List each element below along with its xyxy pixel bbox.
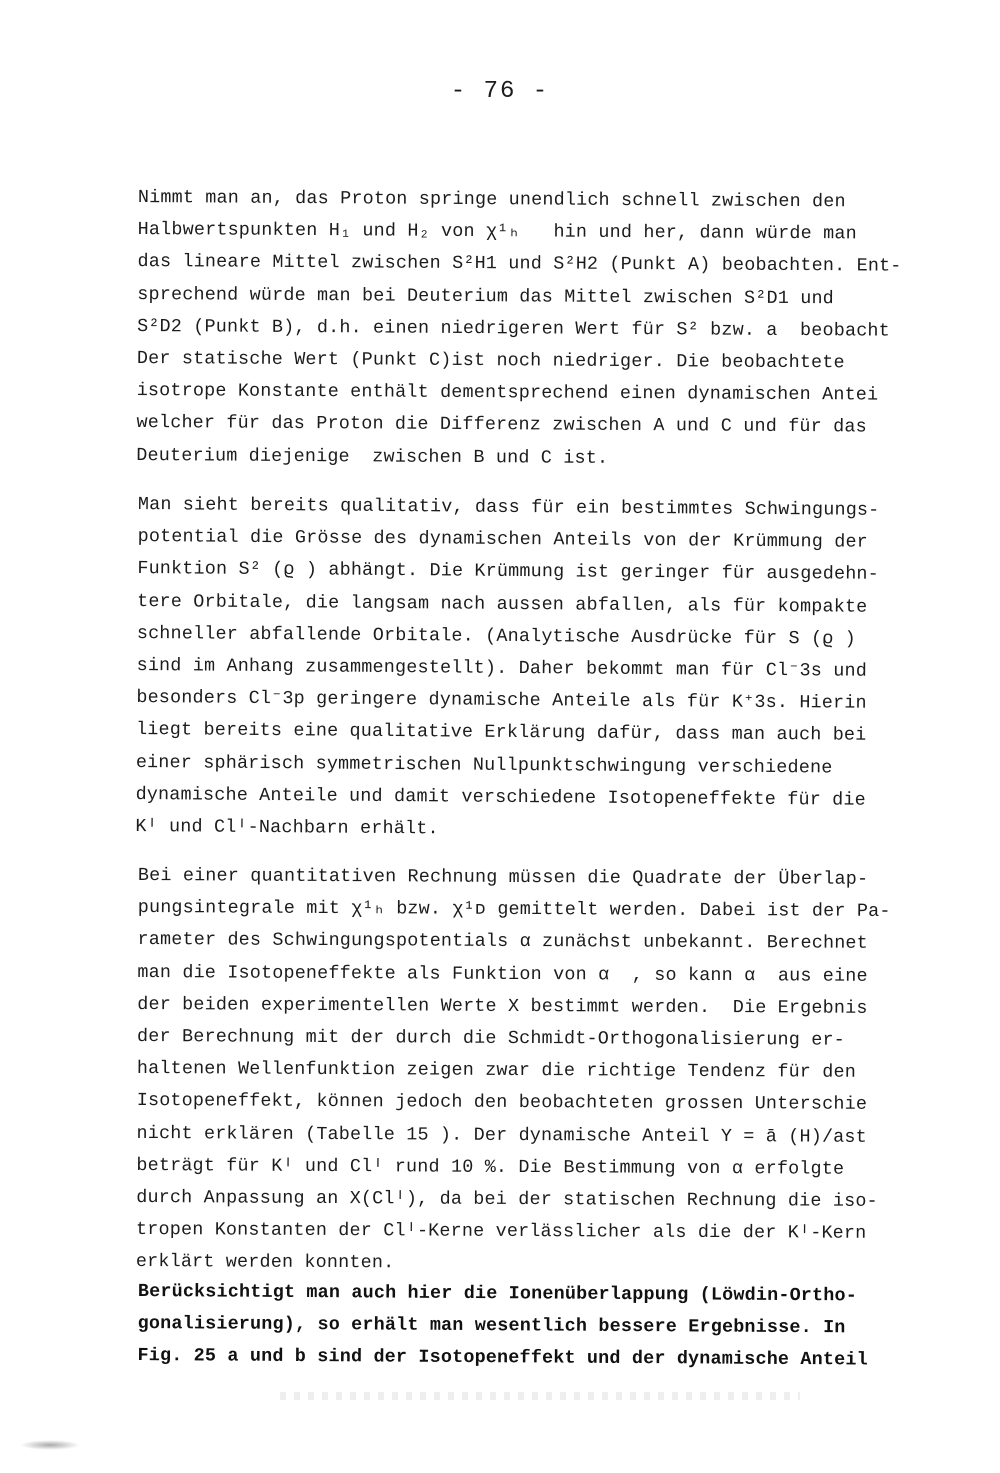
- text-line: beträgt für Kᴵ und Clᴵ rund 10 %. Die Bestimmung von α erfolgte: [136, 1154, 845, 1180]
- text-line: Bei einer quantitativen Rechnung müssen die Quadrate der Überlap-: [137, 864, 869, 890]
- text-line: sind im Anhang zusammengestellt). Daher bekommt man für Cl⁻3s und: [136, 655, 868, 682]
- text-line: Berücksichtigt man auch hier die Ionenüberlappung (Löwdin-Ortho-: [137, 1280, 858, 1307]
- text-line: der beiden experimentellen Werte X bestimmt werden. Die Ergebnis: [137, 993, 868, 1019]
- text-line: Nimmt man an, das Proton springe unendlich schnell zwischen den: [137, 186, 846, 213]
- text-line: tropen Konstanten der Clᴵ-Kerne verlässlicher als die der Kᴵ-Kern: [136, 1219, 867, 1245]
- text-line: besonders Cl⁻3p geringere dynamische Anteile als für K⁺3s. Hierin: [136, 687, 867, 714]
- text-line: sprechend würde man bei Deuterium das Mittel zwischen S²D1 und: [137, 283, 835, 309]
- text-line: welcher für das Proton die Differenz zwischen A und C und für das: [136, 412, 867, 438]
- text-line: Funktion S² (ϱ ) abhängt. Die Krümmung ist geringer für ausgedehn-: [137, 558, 880, 586]
- text-line: haltenen Wellenfunktion zeigen zwar die richtige Tendenz für den: [136, 1058, 857, 1083]
- text-line: pungsintegrale mit χ¹ₕ bzw. χ¹ᴅ gemittelt werden. Dabei ist der Pa-: [137, 897, 891, 923]
- text-line: liegt bereits eine qualitative Erklärung dafür, dass man auch bei: [136, 719, 867, 747]
- text-line: schneller abfallende Orbitale. (Analytische Ausdrücke für S (ϱ ): [136, 622, 857, 650]
- paragraph-4: [137, 1276, 988, 1378]
- text-line: S²D2 (Punkt B), d.h. einen niedrigeren Wert für S² bzw. a beobacht: [137, 315, 890, 342]
- text-line: rameter des Schwingungspotentials α zunächst unbekannt. Berechnet: [137, 929, 868, 955]
- text-line: potential die Grösse des dynamischen Anteils von der Krümmung der: [137, 526, 869, 553]
- scan-artifact: [280, 1392, 800, 1400]
- text-line: der Berechnung mit der durch die Schmidt-Orthogonalisierung er-: [137, 1026, 846, 1051]
- paragraph-2: [135, 489, 988, 850]
- text-line: dynamische Anteile und damit verschiedene Isotopeneffekte für die: [135, 783, 867, 811]
- text-line: gonalisierung), so erhält man wesentlich bessere Ergebnisse. In: [137, 1313, 846, 1339]
- text-line: tere Orbitale, die langsam nach aussen abfallen, als für kompakte: [137, 590, 868, 618]
- text-line: nicht erklären (Tabelle 15 ). Der dynamische Anteil Y = ā (H)/ast: [136, 1122, 867, 1148]
- paragraph-1: [136, 182, 988, 477]
- text-line: Halbwertspunkten H₁ und H₂ von χ¹ₕ hin und her, dann würde man: [137, 219, 857, 245]
- text-line: einer sphärisch symmetrischen Nullpunktschwingung verschiedene: [135, 751, 833, 779]
- text-line: Der statische Wert (Punkt C)ist noch niedriger. Die beobachtete: [136, 348, 845, 374]
- scan-artifact: [20, 1440, 80, 1450]
- paragraph-3: [136, 860, 988, 1283]
- text-line: Kᴵ und Clᴵ-Nachbarn erhält.: [135, 816, 439, 840]
- page-number: - 76 -: [450, 78, 550, 105]
- text-line: Man sieht bereits qualitativ, dass für ein bestimmtes Schwingungs-: [137, 493, 880, 521]
- text-line: Isotopeneffekt, können jedoch den beobachteten grossen Unterschie: [136, 1090, 868, 1116]
- text-line: durch Anpassung an X(Clᴵ), da bei der statischen Rechnung die iso-: [136, 1187, 878, 1212]
- text-line: Deuterium diejenige zwischen B und C ist.: [136, 444, 609, 469]
- text-line: erklärt werden konnten.: [135, 1251, 395, 1274]
- text-line: man die Isotopeneffekte als Funktion von α , so kann α aus eine: [137, 961, 868, 987]
- text-line: Fig. 25 a und b sind der Isotopeneffekt und der dynamische Anteil: [137, 1345, 868, 1371]
- text-line: das lineare Mittel zwischen S²H1 und S²H2 (Punkt A) beobachten. Ent-: [137, 251, 902, 278]
- text-line: isotrope Konstante enthält dementsprechend einen dynamischen Antei: [136, 380, 879, 406]
